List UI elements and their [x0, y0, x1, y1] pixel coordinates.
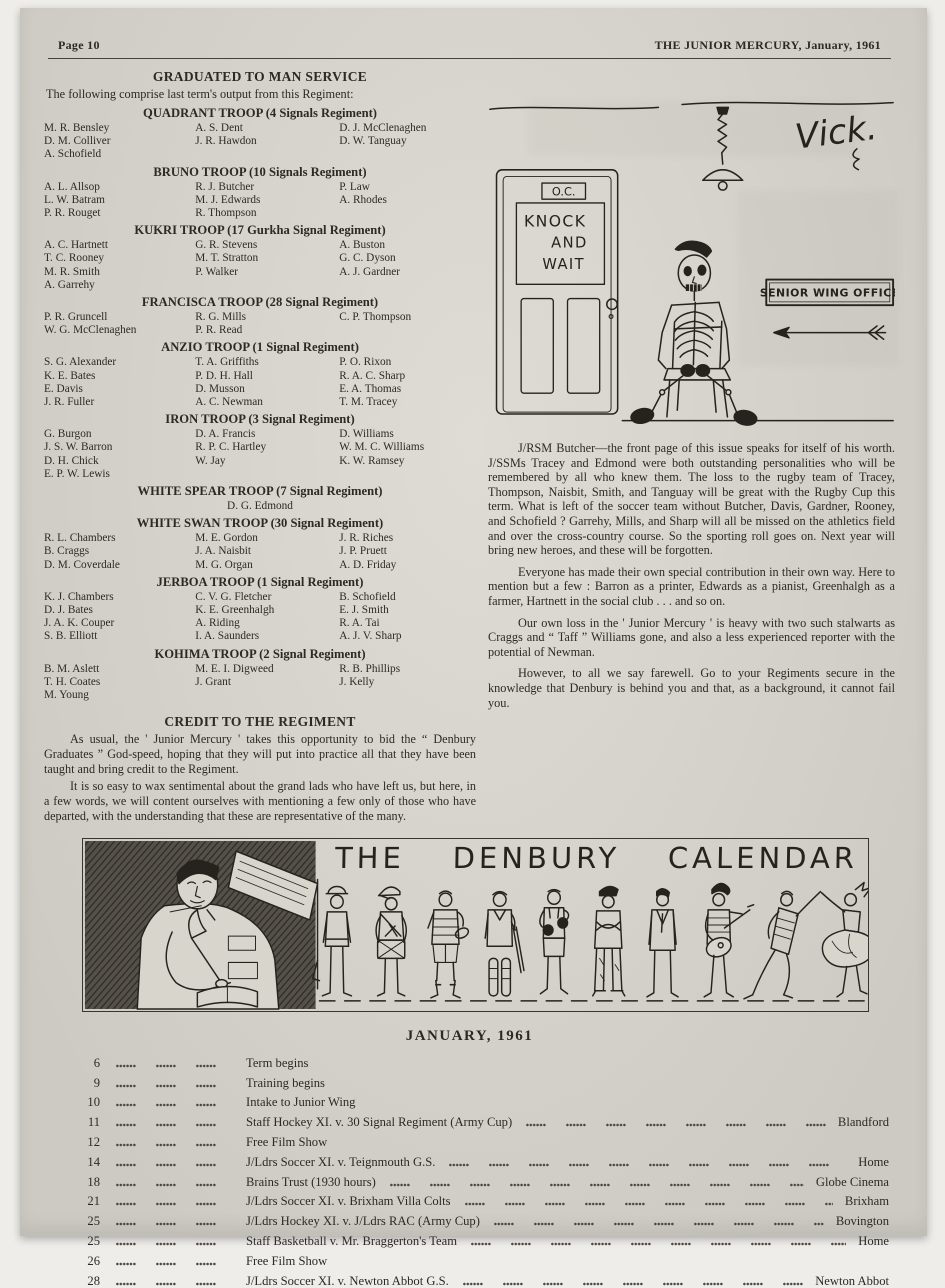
- graduate-name: M. T. Stratton: [195, 252, 259, 265]
- graduate-name: A. C. Hartnett: [44, 239, 109, 252]
- graduate-name: D. Musson: [195, 382, 245, 395]
- dot-leader: [116, 1201, 232, 1206]
- calendar-date: 28: [87, 1273, 100, 1288]
- graduate-name: M. Young: [44, 689, 89, 702]
- graduate-name: T. C. Rooney: [44, 252, 105, 265]
- graduate-name: A. S. Dent: [195, 122, 243, 134]
- troop-names: [44, 311, 476, 337]
- graduate-name: J. R. Hawdon: [195, 135, 257, 148]
- graduate-name: D. Williams: [339, 428, 394, 441]
- calendar-row: [74, 1077, 889, 1090]
- calendar-event: Brains Trust (1930 hours): [246, 1174, 376, 1189]
- graduate-name: A. Riding: [195, 617, 240, 630]
- graduate-name: P. R. Read: [195, 324, 243, 337]
- dot-leader: [465, 1201, 833, 1206]
- calendar-row: [74, 1176, 889, 1189]
- graduate-name: K. E. Bates: [44, 369, 96, 382]
- troop-names: [44, 500, 476, 513]
- graduate-name: I. A. Saunders: [195, 630, 260, 643]
- dot-leader: [116, 1102, 232, 1107]
- graduate-name: D. A. Francis: [195, 428, 256, 441]
- graduate-name: D. M. Coverdale: [44, 558, 120, 571]
- graduate-name: R. G. Mills: [195, 311, 247, 324]
- calendar-row: [74, 1116, 889, 1129]
- dot-leader: [463, 1281, 803, 1286]
- figure-soldier-rifle: [313, 879, 352, 995]
- troop-names: [44, 239, 476, 292]
- graduate-name: J. A. Naisbit: [195, 545, 252, 558]
- page-paper: [20, 8, 927, 1288]
- calendar-row: [74, 1057, 889, 1070]
- graduate-name: K. E. Greenhalgh: [195, 604, 275, 617]
- banner-title: THE DENBURY CALENDAR: [334, 840, 859, 875]
- graduate-name: J. Grant: [195, 675, 231, 688]
- calendar-row: [74, 1255, 889, 1268]
- troop-title: WHITE SPEAR TROOP (7 Signal Regiment): [137, 484, 383, 499]
- graduate-name: P. O. Rixon: [339, 356, 392, 369]
- lamp-icon: [703, 107, 743, 190]
- calendar-location: Newton Abbot: [815, 1273, 889, 1288]
- door-sign-line: KNOCK: [523, 212, 587, 231]
- calendar-date: 9: [93, 1075, 100, 1090]
- calendar-event: Free Film Show: [246, 1253, 328, 1268]
- calendar-row: [74, 1275, 889, 1288]
- graduate-name: E. J. Smith: [339, 604, 389, 617]
- credit-paragraph: It is so easy to wax sentimental about the grand lads who have left us, but here, in a few words, we will content ourselves with mentioning a few only of those who have departed, with the understanding that these are representative of the many.: [44, 779, 476, 823]
- calendar-date: 10: [87, 1095, 100, 1110]
- graduate-name: R. Thompson: [195, 207, 257, 220]
- graduate-name: W. M. C. Williams: [339, 441, 425, 454]
- troop-section: [44, 165, 476, 221]
- graduate-name: P. Walker: [195, 265, 238, 278]
- calendar-event: Free Film Show: [246, 1134, 328, 1149]
- farewell-text: [488, 441, 895, 710]
- dot-leader: [471, 1241, 846, 1246]
- calendar-row: [74, 1235, 889, 1248]
- calendar-row: [74, 1156, 889, 1169]
- figure-suit-man: [647, 889, 678, 997]
- ceiling-line: [490, 107, 658, 109]
- calendar-event-list: [74, 1057, 889, 1288]
- calendar-location: Home: [858, 1233, 889, 1248]
- left-arrow-icon: [774, 326, 886, 339]
- figure-drummer: [376, 887, 406, 996]
- graduate-name: R. A. Tai: [339, 617, 380, 630]
- figure-arms-crossed: [593, 886, 625, 995]
- figure-rugby-player: [428, 891, 470, 998]
- troop-names: [44, 356, 476, 409]
- graduate-name: C. P. Thompson: [339, 311, 412, 324]
- graduate-name: G. R. Stevens: [195, 239, 258, 252]
- troop-title: BRUNO TROOP (10 Signals Regiment): [153, 164, 367, 179]
- troop-title: FRANCISCA TROOP (28 Signal Regiment): [141, 295, 379, 310]
- signature-text: Vick.: [792, 107, 880, 158]
- dot-leader: [116, 1241, 232, 1246]
- boot: [733, 409, 758, 427]
- graduate-name: T. M. Tracey: [339, 396, 398, 409]
- graduate-name: D. J. McClenaghen: [339, 122, 427, 134]
- graduate-name: R. L. Chambers: [44, 532, 116, 545]
- graduate-name: G. C. Dyson: [339, 252, 396, 265]
- graduate-name: A. Rhodes: [339, 193, 387, 206]
- dot-leader: [116, 1162, 232, 1167]
- graduate-name: T. H. Coates: [44, 675, 101, 688]
- farewell-paragraph: However, to all we say farewell. Go to your Regiments secure in the knowledge that Denbury is behind you and that, as a background, it cannot fail you.: [488, 666, 895, 710]
- farewell-paragraph: J/RSM Butcher—the front page of this issue speaks for itself of his worth. J/SSMs Tracey and Edmond were both outstanding personalities who will be remembered by all who knew them. The loss to the rugby team of Tracey, Thompson, Naisbit, Smith, and Tanguay will be great with the Rugby Cup this term. What is left of the soccer team without Butcher, Davis, Gardner, Rooney, and Schofield ? Garrehy, Mills, and Sharp will all be missed on the athletics field and over the cross-country course. So the sporting roll goes on. Next year will bring new heroes, and these will be forgotten.: [488, 441, 895, 558]
- right-column: [488, 69, 895, 826]
- page-number: Page 10: [58, 38, 100, 52]
- calendar-row: [74, 1136, 889, 1149]
- graduate-name: A. Garrehy: [44, 278, 95, 291]
- calendar-date: 25: [87, 1233, 100, 1248]
- farewell-paragraph: Our own loss in the ' Junior Mercury ' is heavy with two such stalwarts as Craggs and “ Taff ” Williams gone, and also a less experienced reporter with the potential of Newman.: [488, 615, 895, 659]
- left-column: [44, 69, 476, 826]
- troop-title: KOHIMA TROOP (2 Signal Regiment): [154, 646, 366, 661]
- calendar-location: Home: [858, 1154, 889, 1169]
- troop-section: [44, 484, 476, 513]
- office-door: [497, 170, 618, 414]
- dot-leader: [390, 1182, 804, 1187]
- troop-title: WHITE SWAN TROOP (30 Signal Regiment): [136, 516, 384, 531]
- dot-leader: [116, 1122, 232, 1127]
- troop-title: JERBOA TROOP (1 Signal Regiment): [156, 574, 364, 589]
- dot-leader: [116, 1281, 232, 1286]
- troop-names: [44, 532, 476, 572]
- troop-list: [44, 106, 476, 702]
- graduate-name: D. H. Chick: [44, 454, 99, 467]
- graduate-name: B. Craggs: [44, 545, 90, 558]
- graduate-name: A. J. V. Sharp: [339, 630, 402, 643]
- calendar-date: 12: [87, 1134, 100, 1149]
- calendar-row: [74, 1215, 889, 1228]
- graduate-name: P. R. Gruncell: [44, 311, 108, 324]
- graduate-name: K. J. Chambers: [44, 590, 114, 603]
- ceiling-line: [682, 102, 893, 104]
- graduate-name: P. R. Rouget: [44, 207, 101, 220]
- credit-title: CREDIT TO THE REGIMENT: [164, 714, 356, 730]
- calendar-event: Training begins: [246, 1075, 325, 1090]
- troop-section: [44, 647, 476, 703]
- troop-names: [44, 591, 476, 644]
- graduate-name: M. E. Gordon: [195, 532, 258, 545]
- graduate-name: A. D. Friday: [339, 558, 397, 571]
- graduate-name: M. E. I. Digweed: [195, 662, 274, 675]
- dot-leader: [116, 1142, 232, 1147]
- calendar-location: Blandford: [837, 1115, 889, 1130]
- door-sign-line: WAIT: [542, 256, 586, 274]
- graduate-name: G. Burgon: [44, 428, 92, 441]
- calendar-date: 14: [87, 1154, 100, 1169]
- office-cartoon-drawing: [488, 69, 895, 441]
- calendar-event: Term begins: [246, 1055, 309, 1070]
- troop-title: KUKRI TROOP (17 Gurkha Signal Regiment): [134, 223, 386, 238]
- graduate-name: A. L. Allsop: [44, 180, 100, 193]
- graduate-name: J. A. K. Couper: [44, 617, 115, 630]
- calendar-event: Staff Hockey XI. v. 30 Signal Regiment (Army Cup): [246, 1115, 513, 1130]
- waiting-skeleton: [630, 241, 758, 426]
- month-title: JANUARY, 1961: [405, 1027, 534, 1044]
- graduate-name: R. J. Butcher: [195, 180, 255, 193]
- graduate-name: M. R. Bensley: [44, 122, 110, 134]
- graduate-name: M. G. Organ: [195, 558, 253, 571]
- graduated-intro: The following comprise last term's output from this Regiment:: [46, 87, 354, 101]
- graduate-name: M. J. Edwards: [195, 193, 261, 206]
- graduate-name: E. A. Thomas: [339, 382, 402, 395]
- calendar-event: Staff Basketball v. Mr. Braggerton's Team: [246, 1233, 458, 1248]
- graduate-name: A. Schofield: [44, 148, 102, 161]
- dot-leader: [494, 1221, 824, 1226]
- troop-section: [44, 516, 476, 572]
- dot-leader: [116, 1083, 232, 1088]
- calendar-date: 25: [87, 1214, 100, 1229]
- troop-section: [44, 223, 476, 292]
- graduate-name: B. M. Aslett: [44, 662, 100, 675]
- graduate-name: A. J. Gardner: [339, 265, 401, 278]
- graduate-name: J. S. W. Barron: [44, 441, 113, 454]
- graduate-name: S. G. Alexander: [44, 356, 117, 369]
- troop-title: IRON TROOP (3 Signal Regiment): [165, 412, 355, 427]
- graduate-name: R. A. C. Sharp: [339, 369, 406, 382]
- graduate-name: E. P. W. Lewis: [44, 467, 110, 480]
- calendar-row: [74, 1195, 889, 1208]
- troop-section: [44, 575, 476, 644]
- dot-leader: [449, 1162, 846, 1167]
- graduate-name: J. P. Pruett: [339, 545, 387, 558]
- calendar-date: 11: [87, 1115, 100, 1130]
- page-header: [44, 38, 895, 53]
- dot-leader: [116, 1182, 232, 1187]
- calendar-date: 26: [87, 1253, 100, 1268]
- calendar-date: 21: [87, 1194, 100, 1209]
- farewell-paragraph: Everyone has made their own special contribution in their own way. Here to mention but a few : Barron as a printer, Edwards as a pianist, Greenhalgh as a farmer, Hartnett in the social club . . . and so on.: [488, 564, 895, 608]
- officer-writing: [85, 841, 318, 1009]
- masthead: THE JUNIOR MERCURY, January, 1961: [654, 38, 881, 52]
- calendar-row: [74, 1096, 889, 1109]
- graduate-name: K. W. Ramsey: [339, 454, 405, 467]
- graduate-name: J. R. Riches: [339, 532, 394, 545]
- graduate-name: R. P. C. Hartley: [195, 441, 267, 454]
- graduate-name: M. R. Smith: [44, 265, 100, 278]
- header-rule: [48, 58, 891, 59]
- calendar-date: 18: [87, 1174, 100, 1189]
- calendar-event: J/Ldrs Soccer XI. v. Newton Abbot G.S.: [246, 1273, 449, 1288]
- calendar-event: Intake to Junior Wing: [246, 1095, 356, 1110]
- graduate-name: R. B. Phillips: [339, 662, 401, 675]
- graduate-name: E. Davis: [44, 382, 83, 395]
- troop-section: [44, 340, 476, 409]
- graduate-name: C. V. G. Fletcher: [195, 590, 272, 603]
- figure-jiving-man: [744, 891, 821, 999]
- figure-cricketer: [485, 891, 524, 995]
- figure-dancing-girl: [821, 882, 868, 996]
- door-label: O.C.: [551, 184, 576, 199]
- graduate-name: P. D. H. Hall: [195, 369, 253, 382]
- graduate-name: D. W. Tanguay: [339, 135, 407, 148]
- figure-guitarist: [704, 883, 754, 996]
- troop-names: [44, 428, 476, 481]
- calendar-event: J/Ldrs Soccer XI. v. Teignmouth G.S.: [246, 1154, 436, 1169]
- figure-boxer: [540, 889, 569, 993]
- graduate-name: T. A. Griffiths: [195, 356, 259, 369]
- dot-leader: [526, 1122, 826, 1127]
- graduate-name: A. C. Newman: [195, 396, 263, 409]
- graduate-name: D. G. Edmond: [227, 500, 293, 513]
- calendar-event: J/Ldrs Soccer XI. v. Brixham Villa Colts: [246, 1194, 451, 1209]
- dot-leader: [116, 1221, 232, 1226]
- graduate-name: B. Schofield: [339, 590, 396, 603]
- troop-title: QUADRANT TROOP (4 Signals Regiment): [143, 106, 377, 120]
- troop-section: [44, 295, 476, 337]
- office-sign: [760, 280, 895, 306]
- graduate-name: W. Jay: [195, 454, 226, 467]
- graduate-name: W. G. McClenaghen: [44, 324, 137, 337]
- troop-title: ANZIO TROOP (1 Signal Regiment): [161, 340, 359, 355]
- calendar-event: J/Ldrs Hockey XI. v. J/Ldrs RAC (Army Cup): [246, 1214, 480, 1229]
- boot: [630, 407, 655, 426]
- dot-leader: [116, 1261, 232, 1266]
- doorknob: [607, 299, 617, 309]
- calendar-location: Bovington: [835, 1214, 889, 1229]
- graduate-name: D. J. Bates: [44, 604, 93, 617]
- graduate-name: S. B. Elliott: [44, 630, 98, 643]
- troop-section: [44, 412, 476, 481]
- graduate-name: P. Law: [339, 180, 370, 193]
- troop-names: [44, 181, 476, 221]
- troop-names: [44, 663, 476, 703]
- graduate-name: D. M. Colliver: [44, 135, 111, 148]
- calendar-location: Brixham: [844, 1194, 889, 1209]
- cartoonist-signature: [793, 108, 882, 177]
- graduate-name: A. Buston: [339, 239, 386, 252]
- credit-paragraph: As usual, the ' Junior Mercury ' takes this opportunity to bid the “ Denbury Graduates ” God-speed, hoping that they will put into practice all that they have been taught and bring credit to the Regiment.: [44, 732, 476, 777]
- office-sign-text: SENIOR WING OFFICE: [759, 286, 895, 300]
- denbury-calendar-banner: [82, 838, 869, 1012]
- troop-section: [44, 106, 476, 162]
- office-cartoon: [488, 69, 895, 441]
- graduated-title: GRADUATED TO MAN SERVICE: [152, 69, 368, 84]
- dot-leader: [116, 1063, 232, 1068]
- door-sign-line: AND: [551, 234, 588, 252]
- graduate-name: L. W. Batram: [44, 193, 105, 206]
- calendar-location: Globe Cinema: [815, 1174, 889, 1189]
- troop-names: [44, 122, 476, 162]
- graduate-name: J. Kelly: [339, 675, 375, 688]
- calendar-date: 6: [93, 1055, 100, 1070]
- graduate-name: J. R. Fuller: [44, 396, 95, 409]
